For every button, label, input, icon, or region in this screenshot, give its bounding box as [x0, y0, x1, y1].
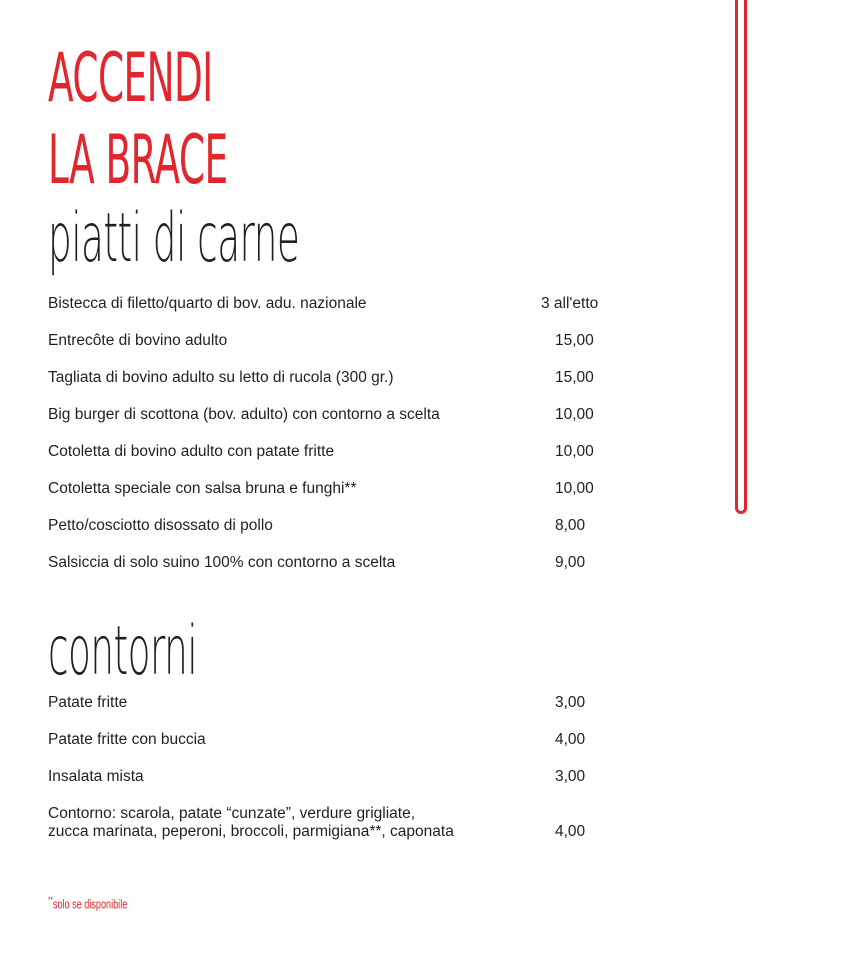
menu-item-name-line1: Contorno: scarola, patate “cunzate”, verdure grigliate,	[48, 805, 416, 822]
menu-item-price: 4,00	[555, 823, 586, 840]
menu-item-price: 4,00	[555, 731, 586, 748]
menu-item-price: 10,00	[555, 443, 594, 460]
menu-item-name: Cotoletta di bovino adulto con patate fritte	[48, 443, 335, 460]
menu-item-name: Salsiccia di solo suino 100% con contorno a scelta	[48, 554, 396, 571]
menu-item-price: 8,00	[555, 517, 586, 534]
footnote-marker: **	[48, 895, 53, 905]
menu-item-price: 10,00	[555, 406, 594, 423]
footnote	[48, 895, 127, 911]
menu-item-name: Cotoletta speciale con salsa bruna e funghi**	[48, 480, 357, 497]
menu-item-price: 10,00	[555, 480, 594, 497]
menu-item-name: Tagliata di bovino adulto su letto di rucola (300 gr.)	[48, 369, 394, 386]
menu-item-name-line2: zucca marinata, peperoni, broccoli, parmigiana**, caponata	[48, 823, 454, 840]
footnote-text: solo se disponibile	[52, 896, 128, 912]
menu-item-price: 15,00	[555, 369, 594, 386]
menu-item-name: Big burger di scottona (bov. adulto) con contorno a scelta	[48, 406, 440, 423]
menu-item-name: Petto/cosciotto disossato di pollo	[48, 517, 273, 534]
menu-item-name: Bistecca di filetto/quarto di bov. adu. nazionale	[48, 295, 367, 312]
menu-item-name: Patate fritte con buccia	[48, 731, 206, 748]
section-heading-sides: contorni	[48, 612, 198, 691]
menu-item-name: Entrecôte di bovino adulto	[48, 332, 228, 349]
menu-item-price: 3,00	[555, 768, 586, 785]
menu-item-price: 3 all'etto	[541, 295, 599, 312]
menu-item-name: Patate fritte	[48, 694, 128, 711]
menu-item-price: 15,00	[555, 332, 594, 349]
page-title-line1: ACCENDI	[48, 39, 213, 118]
page-title-line2: LA BRACE	[48, 121, 228, 200]
section-heading-meat: piatti di carne	[48, 199, 300, 278]
menu-item-name: Insalata mista	[48, 768, 144, 785]
menu-item-price: 9,00	[555, 554, 586, 571]
menu-item-price: 3,00	[555, 694, 586, 711]
decorative-red-bar	[735, 0, 747, 514]
